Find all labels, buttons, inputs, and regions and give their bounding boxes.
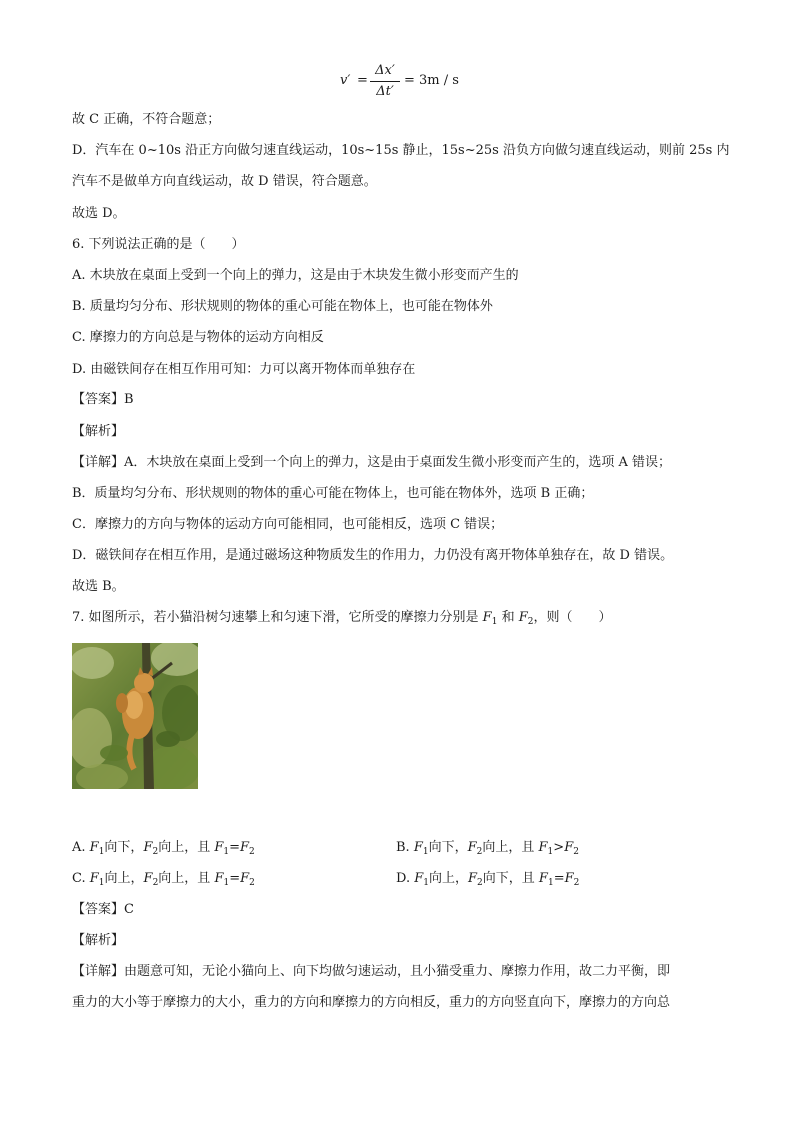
- formula-numerator: Δx′: [375, 63, 395, 78]
- option-7d: D. $F_1$向上，$F_2$向下，且 $F_1=F_2$: [396, 871, 580, 888]
- fraction-bar: [370, 81, 400, 82]
- question-6: 6. 下列说法正确的是（ ）: [72, 237, 245, 252]
- select-6: 故选 B。: [72, 579, 125, 594]
- analysis-heading-6: 【解析】: [72, 424, 125, 439]
- detail-6b: B．质量均匀分布、形状规则的物体的重心可能在物体上，也可能在物体外，选项 B 正确；: [72, 486, 594, 501]
- answer-6: 【答案】B: [72, 392, 134, 407]
- option-6d: D. 由磁铁间存在相互作用可知：力可以离开物体而单独存在: [72, 362, 416, 377]
- formula-lhs: v′: [340, 73, 351, 88]
- formula-rhs: = 3m / s: [404, 73, 459, 88]
- detail-6c: C．摩擦力的方向与物体的运动方向可能相同，也可能相反，选项 C 错误；: [72, 517, 504, 532]
- option-6b: B. 质量均匀分布、形状规则的物体的重心可能在物体上，也可能在物体外: [72, 299, 493, 314]
- formula-fraction: [370, 62, 400, 101]
- detail-6a: 【详解】A．木块放在桌面上受到一个向上的弹力，这是由于桌面发生微小形变而产生的，选项 A 错误；: [72, 455, 672, 470]
- text-line: 故 C 正确，不符合题意；: [72, 112, 221, 127]
- text-line: 故选 D。: [72, 206, 126, 221]
- detail-7b: 重力的大小等于摩擦力的大小，重力的方向和摩擦力的方向相反，重力的方向竖直向下，摩擦力的方向总: [72, 995, 671, 1010]
- formula-equals: =: [357, 73, 368, 88]
- option-7c: C. $F_1$向上，$F_2$向上，且 $F_1=F_2$: [72, 871, 255, 888]
- option-7b: B. $F_1$向下，$F_2$向上，且 $F_1>F_2$: [396, 840, 579, 857]
- formula-denominator: Δt′: [376, 84, 394, 99]
- detail-7a: 【详解】由题意可知，无论小猫向上、向下均做匀速运动，且小猫受重力、摩擦力作用，故二力平衡，即: [72, 964, 671, 979]
- answer-7: 【答案】C: [72, 902, 134, 917]
- analysis-heading-7: 【解析】: [72, 933, 125, 948]
- velocity-formula: [340, 62, 480, 102]
- question-7: 7. 如图所示，若小猫沿树匀速攀上和匀速下滑，它所受的摩擦力分别是 $F_1$ 和 $F_2$，则（ ）: [72, 610, 612, 627]
- text-line: 汽车不是做单方向直线运动，故 D 错误，符合题意。: [72, 174, 377, 189]
- text-line: D．汽车在 0~10s 沿正方向做匀速直线运动，10s~15s 静止，15s~25s 沿负方向做匀速直线运动，则前 25s 内: [72, 143, 730, 158]
- option-6c: C. 摩擦力的方向总是与物体的运动方向相反: [72, 330, 324, 345]
- option-7a: A. $F_1$向下，$F_2$向上，且 $F_1=F_2$: [72, 840, 255, 857]
- option-6a: A. 木块放在桌面上受到一个向上的弹力，这是由于木块发生微小形变而产生的: [72, 268, 519, 283]
- cat-on-tree-photo: [72, 643, 198, 789]
- detail-6d: D．磁铁间存在相互作用，是通过磁场这种物质发生的作用力，力仍没有离开物体单独存在，故 D 错误。: [72, 548, 674, 563]
